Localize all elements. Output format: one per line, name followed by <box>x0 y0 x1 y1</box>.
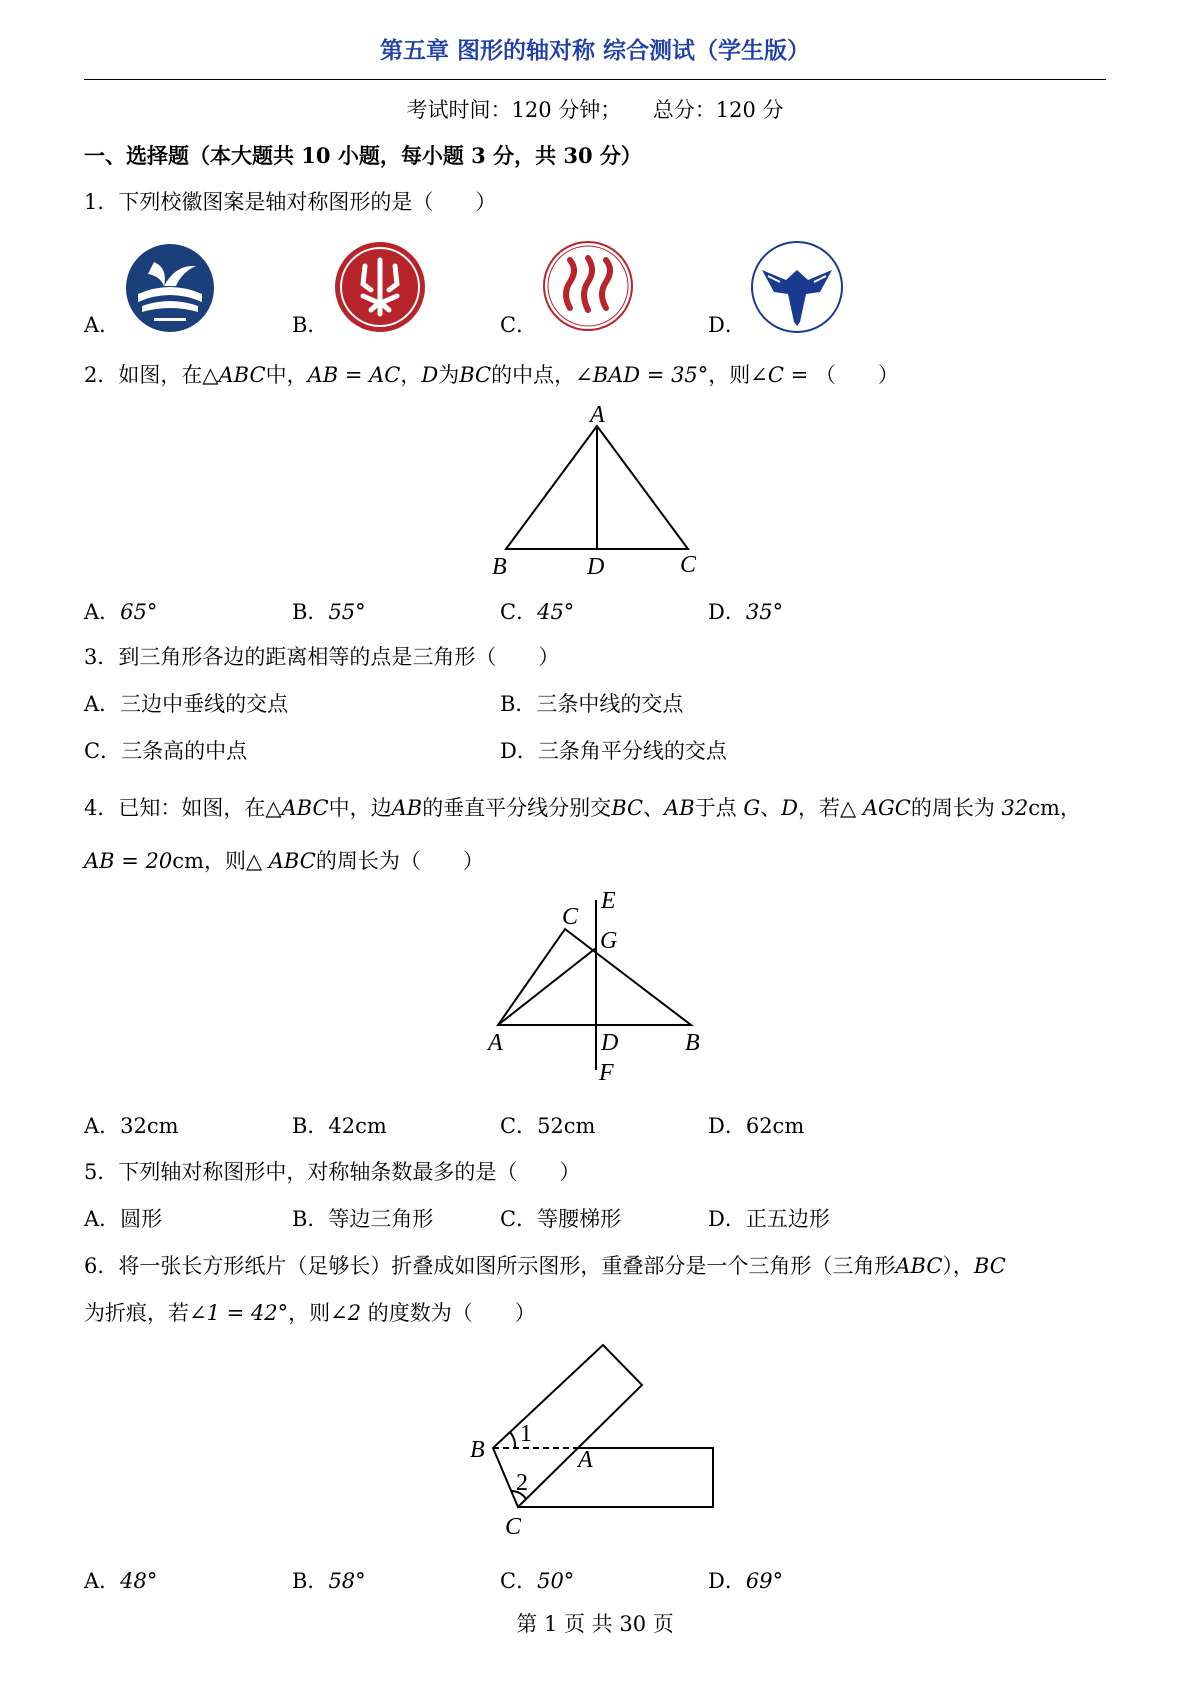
q5-option-a: A．圆形 <box>84 1207 163 1231</box>
q5-option-d: D．正五边形 <box>708 1207 830 1231</box>
question-2-stem: 2．如图，在△ABC中，AB = AC，D为BC的中点，∠BAD = 35°，则∠C = （ ） <box>84 363 899 387</box>
q4-option-a: A．32cm <box>84 1114 179 1138</box>
q6-label-a: A <box>578 1447 593 1473</box>
q4-option-c: C．52cm <box>500 1114 596 1138</box>
q4-label-g: G <box>600 928 618 954</box>
question-4-line-2: AB = 20cm，则△ ABC的周长为（ ） <box>84 849 484 873</box>
q2-label-a: A <box>590 402 605 428</box>
exam-info: 考试时间：120 分钟； 总分：120 分 <box>406 98 784 122</box>
question-4-line-1: 4．已知：如图，在△ABC中，边AB的垂直平分线分别交BC、AB于点 G、D，若△ AGC的周长为 32cm， <box>84 796 1081 820</box>
q6-label-b: B <box>470 1437 485 1463</box>
q3-option-c: C．三条高的中点 <box>84 739 248 763</box>
q2-label-b: B <box>492 554 507 578</box>
q2-option-b: B．55° <box>292 600 366 624</box>
question-3-stem: 3．到三角形各边的距离相等的点是三角形（ ） <box>84 645 560 669</box>
q4-option-b: B．42cm <box>292 1114 387 1138</box>
q1-option-b: B． <box>292 313 329 337</box>
q4-option-d: D．62cm <box>708 1114 805 1138</box>
q4-label-c: C <box>562 904 579 930</box>
question-6-line-2: 为折痕，若∠1 = 42°，则∠2 的度数为（ ） <box>84 1301 536 1325</box>
q4-triangle-figure <box>480 886 720 1086</box>
q1-option-a: A． <box>84 313 121 337</box>
q3-option-d: D．三条角平分线的交点 <box>500 739 727 763</box>
q4-label-d: D <box>601 1030 619 1056</box>
question-6-line-1: 6．将一张长方形纸片（足够长）折叠成如图所示图形，重叠部分是一个三角形（三角形ABC），BC <box>84 1254 1006 1278</box>
q2-option-c: C．45° <box>500 600 575 624</box>
q4-label-e: E <box>601 888 616 914</box>
book-bird-emblem-icon <box>124 242 216 334</box>
q1-option-d: D． <box>708 313 746 337</box>
q3-option-a: A．三边中垂线的交点 <box>84 692 289 716</box>
q6-label-c: C <box>505 1514 522 1540</box>
q4-label-a: A <box>488 1030 503 1056</box>
question-1-stem: 1．下列校徽图案是轴对称图形的是（ ） <box>84 190 497 214</box>
q2-option-d: D．35° <box>708 600 784 624</box>
page-number: 第 1 页 共 30 页 <box>516 1612 674 1636</box>
header-rule <box>84 79 1106 80</box>
q4-label-f: F <box>599 1060 614 1086</box>
document-title: 第五章 图形的轴对称 综合测试（学生版） <box>379 37 810 64</box>
question-5-stem: 5．下列轴对称图形中，对称轴条数最多的是（ ） <box>84 1160 581 1184</box>
q2-label-d: D <box>587 554 605 578</box>
q6-angle-1: 1 <box>520 1421 532 1447</box>
q6-option-a: A．48° <box>84 1569 158 1593</box>
section-heading: 一、选择题（本大题共 10 小题，每小题 3 分，共 30 分） <box>84 143 642 168</box>
q2-label-c: C <box>680 552 697 578</box>
q6-option-d: D．69° <box>708 1569 784 1593</box>
q6-angle-2: 2 <box>516 1470 528 1496</box>
q6-option-b: B．58° <box>292 1569 366 1593</box>
q6-option-c: C．50° <box>500 1569 575 1593</box>
q2-option-a: A．65° <box>84 600 158 624</box>
flame-waves-emblem-icon <box>542 240 634 332</box>
seal-character-emblem-icon <box>333 240 427 334</box>
q4-label-b: B <box>685 1030 700 1056</box>
q5-option-c: C．等腰梯形 <box>500 1207 622 1231</box>
q2-triangle-figure <box>480 398 720 578</box>
q6-fold-figure <box>460 1335 730 1545</box>
q3-option-b: B．三条中线的交点 <box>500 692 684 716</box>
eagle-emblem-icon <box>750 240 844 334</box>
q1-option-c: C． <box>500 313 538 337</box>
q5-option-b: B．等边三角形 <box>292 1207 434 1231</box>
